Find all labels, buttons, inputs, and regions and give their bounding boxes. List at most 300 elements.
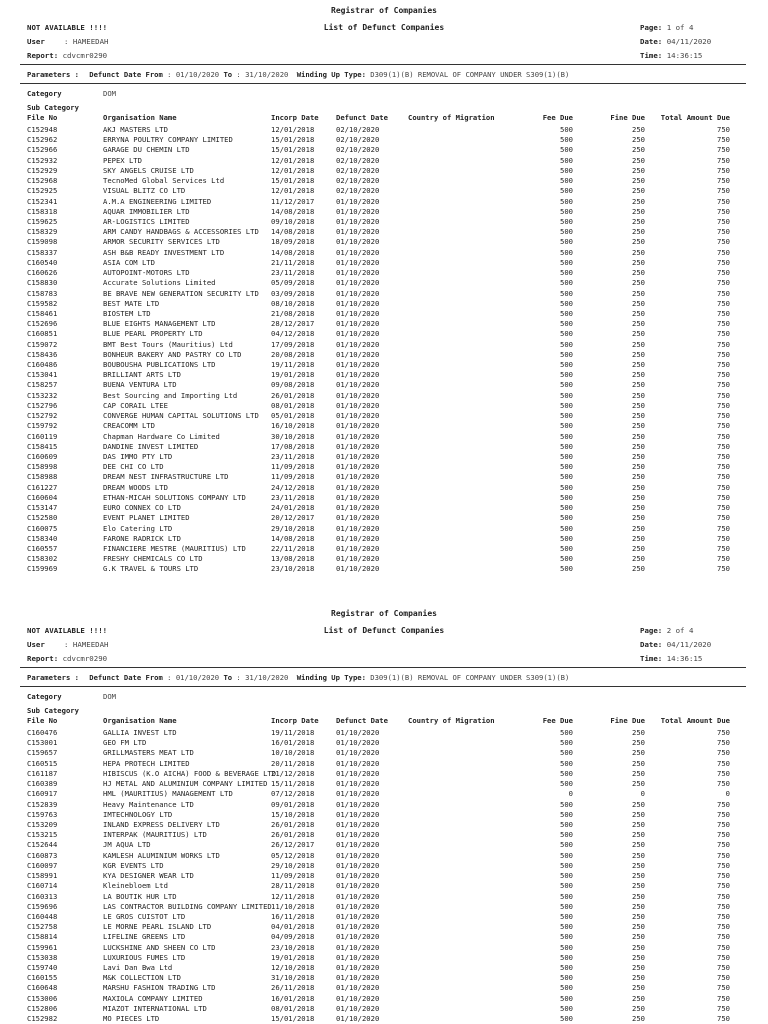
fine-due-cell: 250: [632, 360, 645, 370]
fine-due-cell: 250: [632, 768, 645, 778]
org-name-cell: KGR EVENTS LTD: [103, 860, 164, 870]
table-row: [0, 902, 768, 912]
table-row: [0, 1014, 768, 1024]
org-name-cell: LUCKSHINE AND SHEEN CO LTD: [103, 942, 216, 952]
defunct-date-cell: 01/10/2020: [336, 380, 380, 390]
total-due-cell: 750: [717, 932, 730, 942]
incorp-date-cell: 20/08/2018: [271, 349, 315, 359]
incorp-date-cell: 26/12/2017: [271, 840, 315, 850]
table-row: [0, 932, 768, 942]
fee-due-cell: 500: [560, 176, 573, 186]
table-row: [0, 973, 768, 983]
file-no-cell: C160515: [27, 758, 58, 768]
file-no-cell: C160557: [27, 543, 58, 553]
table-row: [0, 360, 768, 370]
defunct-date-cell: 01/10/2020: [336, 431, 380, 441]
org-name-cell: DREAM NEST INFRASTRUCTURE LTD: [103, 472, 229, 482]
page-indicator: [640, 23, 693, 32]
file-no-cell: C152929: [27, 165, 58, 175]
file-no-cell: C160609: [27, 452, 58, 461]
defunct-date-cell: 01/10/2020: [336, 227, 380, 237]
user-line: [27, 37, 109, 46]
file-no-cell: C153041: [27, 370, 58, 380]
subcategory-label: Sub Category: [27, 706, 79, 715]
incorp-date-cell: 19/11/2018: [271, 728, 315, 737]
total-due-cell: 750: [717, 543, 730, 553]
fee-due-cell: 500: [560, 860, 573, 870]
incorp-date-cell: 15/01/2018: [271, 176, 315, 186]
table-row: [0, 166, 768, 176]
incorp-date-cell: 19/01/2018: [271, 952, 315, 962]
fine-due-cell: 250: [632, 452, 645, 461]
total-due-cell: 750: [717, 319, 730, 329]
incorp-date-cell: 09/08/2018: [271, 380, 315, 390]
total-due-cell: 750: [717, 492, 730, 502]
not-available-notice: NOT AVAILABLE !!!!: [27, 626, 108, 635]
org-name-cell: IMTECHNOLOGY LTD: [103, 809, 173, 819]
fee-due-cell: 500: [560, 768, 573, 778]
defunct-date-cell: 01/10/2020: [336, 871, 380, 881]
org-name-cell: BONHEUR BAKERY AND PASTRY CO LTD: [103, 349, 242, 359]
fee-due-cell: 500: [560, 186, 573, 196]
fee-due-cell: 500: [560, 871, 573, 881]
org-name-cell: Lavi Dan Bwa Ltd: [103, 963, 173, 973]
incorp-date-cell: 11/09/2018: [271, 472, 315, 482]
table-row: [0, 401, 768, 411]
file-no-cell: C159696: [27, 901, 58, 911]
total-due-cell: 750: [717, 176, 730, 186]
file-no-cell: C158988: [27, 472, 58, 482]
file-no-cell: C152982: [27, 1014, 58, 1024]
table-row: [0, 789, 768, 799]
table-row: [0, 513, 768, 523]
fine-due-cell: 250: [632, 431, 645, 441]
defunct-date-cell: 01/10/2020: [336, 543, 380, 553]
fine-due-cell: 250: [632, 268, 645, 278]
incorp-date-cell: 14/08/2018: [271, 206, 315, 216]
org-name-cell: BLUE EIGHTS MANAGEMENT LTD: [103, 319, 216, 329]
fine-due-cell: 250: [632, 503, 645, 513]
incorp-date-cell: 11/12/2017: [271, 196, 315, 206]
total-due-cell: 750: [717, 472, 730, 482]
file-no-cell: C158436: [27, 349, 58, 359]
user-value: : HAMEEDAH: [64, 640, 109, 649]
fine-due-cell: 250: [632, 482, 645, 492]
incorp-date-cell: 23/10/2018: [271, 942, 315, 952]
defunct-date-cell: 01/10/2020: [336, 441, 380, 451]
file-no-cell: C158991: [27, 871, 58, 881]
table-row: [0, 207, 768, 217]
parameters-rule: [20, 686, 746, 687]
file-no-cell: C158783: [27, 288, 58, 298]
fee-due-cell: 500: [560, 901, 573, 911]
table-row: [0, 728, 768, 738]
fee-due-cell: 500: [560, 482, 573, 492]
fee-due-cell: 500: [560, 319, 573, 329]
fee-due-cell: 500: [560, 411, 573, 421]
org-name-cell: MIAZOT INTERNATIONAL LTD: [103, 1003, 207, 1013]
file-no-cell: C159625: [27, 216, 58, 226]
fee-due-cell: 500: [560, 564, 573, 574]
org-name-cell: ARMOR SECURITY SERVICES LTD: [103, 237, 220, 247]
defunct-date-cell: 01/10/2020: [336, 472, 380, 482]
incorp-date-cell: 09/10/2018: [271, 216, 315, 226]
fee-due-cell: 500: [560, 758, 573, 768]
page-indicator: [640, 626, 693, 635]
file-no-cell: C152962: [27, 135, 58, 145]
table-row: [0, 1004, 768, 1014]
table-row: [0, 524, 768, 534]
file-no-cell: C152966: [27, 145, 58, 155]
col-total-due: Total Amount Due: [660, 113, 730, 122]
total-due-cell: 750: [717, 860, 730, 870]
fee-due-cell: 500: [560, 216, 573, 226]
org-name-cell: AUTOPOINT-MOTORS LTD: [103, 268, 190, 278]
defunct-date-cell: 01/10/2020: [336, 952, 380, 962]
fee-due-cell: 500: [560, 799, 573, 809]
defunct-date-cell: 02/10/2020: [336, 145, 380, 155]
date-line: [640, 37, 711, 46]
total-due-cell: 750: [717, 298, 730, 308]
table-row: [0, 391, 768, 401]
defunct-date-cell: 01/10/2020: [336, 799, 380, 809]
org-name-cell: ASH B&B READY INVESTMENT LTD: [103, 247, 225, 257]
incorp-date-cell: 28/12/2017: [271, 319, 315, 329]
fee-due-cell: 500: [560, 983, 573, 993]
total-due-cell: 750: [717, 165, 730, 175]
file-no-cell: C158329: [27, 227, 58, 237]
fee-due-cell: 500: [560, 911, 573, 921]
incorp-date-cell: 15/01/2018: [271, 145, 315, 155]
table-row: [0, 861, 768, 871]
file-no-cell: C160155: [27, 973, 58, 983]
total-due-cell: 750: [717, 237, 730, 247]
fine-due-cell: 250: [632, 860, 645, 870]
defunct-date-cell: 01/10/2020: [336, 963, 380, 973]
incorp-date-cell: 08/10/2018: [271, 298, 315, 308]
from-value: : 01/10/2020: [167, 673, 220, 682]
col-fee-due: Fee Due: [542, 113, 573, 122]
col-country: Country of Migration: [408, 113, 495, 122]
defunct-date-cell: 01/10/2020: [336, 462, 380, 472]
fee-due-cell: 500: [560, 543, 573, 553]
fee-due-cell: 500: [560, 339, 573, 349]
fee-due-cell: 500: [560, 523, 573, 533]
org-name-cell: Best Sourcing and Importing Ltd: [103, 390, 238, 400]
file-no-cell: C161187: [27, 768, 58, 778]
total-due-cell: 750: [717, 513, 730, 523]
file-no-cell: C152796: [27, 400, 58, 410]
from-label: Defunct Date From: [89, 673, 163, 682]
file-no-cell: C158461: [27, 308, 58, 318]
date-line: [640, 640, 711, 649]
fine-due-cell: 250: [632, 339, 645, 349]
incorp-date-cell: 11/09/2018: [271, 462, 315, 472]
total-due-cell: 750: [717, 135, 730, 145]
total-due-cell: 750: [717, 911, 730, 921]
org-name-cell: FRESHY CHEMICALS CO LTD: [103, 554, 203, 564]
defunct-date-cell: 01/10/2020: [336, 564, 380, 574]
file-no-cell: C159657: [27, 748, 58, 758]
fine-due-cell: 250: [632, 728, 645, 737]
fine-due-cell: 250: [632, 196, 645, 206]
winding-label: Winding Up Type:: [296, 70, 366, 79]
col-country: Country of Migration: [408, 716, 495, 725]
defunct-date-cell: 01/10/2020: [336, 452, 380, 461]
defunct-date-cell: 01/10/2020: [336, 421, 380, 431]
total-due-cell: 750: [717, 1014, 730, 1024]
incorp-date-cell: 08/01/2018: [271, 400, 315, 410]
org-name-cell: DANDINE INVEST LIMITED: [103, 441, 199, 451]
total-due-cell: 750: [717, 227, 730, 237]
table-row: [0, 248, 768, 258]
table-row: [0, 554, 768, 564]
header-rule: [20, 64, 746, 65]
file-no-cell: C152925: [27, 186, 58, 196]
col-fine-due: Fine Due: [610, 113, 645, 122]
defunct-date-cell: 01/10/2020: [336, 482, 380, 492]
defunct-date-cell: 01/10/2020: [336, 257, 380, 267]
defunct-date-cell: 01/10/2020: [336, 1014, 380, 1024]
table-row: [0, 421, 768, 431]
fee-due-cell: 500: [560, 441, 573, 451]
defunct-date-cell: 01/10/2020: [336, 411, 380, 421]
total-due-cell: 750: [717, 278, 730, 288]
defunct-date-cell: 01/10/2020: [336, 523, 380, 533]
incorp-date-cell: 16/01/2018: [271, 993, 315, 1003]
file-no-cell: C160917: [27, 789, 58, 799]
fee-due-cell: 500: [560, 492, 573, 502]
report-title: List of Defunct Companies: [323, 23, 445, 32]
report-page-2: [0, 603, 768, 1024]
fee-due-cell: 500: [560, 145, 573, 155]
incorp-date-cell: 22/11/2018: [271, 543, 315, 553]
parameters-line: [27, 673, 569, 682]
file-no-cell: C160075: [27, 523, 58, 533]
defunct-date-cell: 01/10/2020: [336, 993, 380, 1003]
incorp-date-cell: 12/01/2018: [271, 155, 315, 165]
table-row: [0, 810, 768, 820]
fine-due-cell: 250: [632, 492, 645, 502]
org-name-cell: FARONE RADRICK LTD: [103, 533, 181, 543]
fee-due-cell: 500: [560, 370, 573, 380]
org-name-cell: KAMLESH ALUMINIUM WORKS LTD: [103, 850, 220, 860]
file-no-cell: C160604: [27, 492, 58, 502]
total-due-cell: 750: [717, 125, 730, 134]
fine-due-cell: 250: [632, 257, 645, 267]
fine-due-cell: 250: [632, 901, 645, 911]
report-value: cdvcmr0290: [62, 51, 108, 60]
file-no-cell: C159961: [27, 942, 58, 952]
org-name-cell: G.K TRAVEL & TOURS LTD: [103, 564, 199, 574]
fine-due-cell: 250: [632, 748, 645, 758]
total-due-cell: 750: [717, 339, 730, 349]
table-row: [0, 329, 768, 339]
org-name-cell: LUXURIOUS FUMES LTD: [103, 952, 186, 962]
incorp-date-cell: 23/10/2018: [271, 564, 315, 574]
category-label: Category: [27, 692, 62, 701]
category-value: DOM: [103, 89, 116, 98]
total-due-cell: 750: [717, 891, 730, 901]
fee-due-cell: 500: [560, 738, 573, 748]
org-name-cell: BIOSTEM LTD: [103, 308, 151, 318]
fine-due-cell: 250: [632, 932, 645, 942]
fee-due-cell: 500: [560, 237, 573, 247]
defunct-date-cell: 01/10/2020: [336, 860, 380, 870]
total-due-cell: 750: [717, 973, 730, 983]
org-name-cell: BLUE PEARL PROPERTY LTD: [103, 329, 203, 339]
table-row: [0, 871, 768, 881]
fee-due-cell: 500: [560, 196, 573, 206]
org-name-cell: Chapman Hardware Co Limited: [103, 431, 220, 441]
incorp-date-cell: 23/11/2018: [271, 452, 315, 461]
defunct-date-cell: 01/10/2020: [336, 850, 380, 860]
org-name-cell: AKJ MASTERS LTD: [103, 125, 168, 134]
org-name-cell: A.M.A ENGINEERING LIMITED: [103, 196, 212, 206]
file-no-cell: C160540: [27, 257, 58, 267]
total-due-cell: 750: [717, 380, 730, 390]
table-row: [0, 340, 768, 350]
total-due-cell: 750: [717, 288, 730, 298]
total-due-cell: 750: [717, 983, 730, 993]
table-row: [0, 779, 768, 789]
table-row: [0, 299, 768, 309]
file-no-cell: C153215: [27, 830, 58, 840]
date-label: Date:: [640, 640, 663, 649]
date-value: 04/11/2020: [666, 37, 712, 46]
fee-due-cell: 500: [560, 533, 573, 543]
file-no-cell: C159582: [27, 298, 58, 308]
file-no-cell: C152948: [27, 125, 58, 134]
file-no-cell: C152696: [27, 319, 58, 329]
fine-due-cell: 250: [632, 288, 645, 298]
table-row: [0, 125, 768, 135]
fine-due-cell: 250: [632, 441, 645, 451]
total-due-cell: 750: [717, 370, 730, 380]
org-name-cell: Accurate Solutions Limited: [103, 278, 216, 288]
page-number: 1 of 4: [666, 23, 694, 32]
table-row: [0, 881, 768, 891]
incorp-date-cell: 07/12/2018: [271, 789, 315, 799]
file-no-cell: C152839: [27, 799, 58, 809]
fine-due-cell: 250: [632, 871, 645, 881]
total-due-cell: 750: [717, 462, 730, 472]
org-name-cell: INTERPAK (MAURITIUS) LTD: [103, 830, 207, 840]
fee-due-cell: 500: [560, 431, 573, 441]
incorp-date-cell: 05/01/2018: [271, 411, 315, 421]
fee-due-cell: 500: [560, 891, 573, 901]
fee-due-cell: 500: [560, 932, 573, 942]
total-due-cell: 750: [717, 564, 730, 574]
total-due-cell: 750: [717, 482, 730, 492]
total-due-cell: 750: [717, 360, 730, 370]
table-row: [0, 800, 768, 810]
fee-due-cell: 0: [568, 789, 573, 799]
org-name-cell: GEO FM LTD: [103, 738, 147, 748]
fine-due-cell: 250: [632, 370, 645, 380]
fine-due-cell: 250: [632, 819, 645, 829]
incorp-date-cell: 14/08/2018: [271, 227, 315, 237]
defunct-date-cell: 01/10/2020: [336, 932, 380, 942]
total-due-cell: 750: [717, 1003, 730, 1013]
total-due-cell: 750: [717, 738, 730, 748]
total-due-cell: 750: [717, 809, 730, 819]
total-due-cell: 750: [717, 840, 730, 850]
fine-due-cell: 250: [632, 411, 645, 421]
incorp-date-cell: 17/08/2018: [271, 441, 315, 451]
total-due-cell: 750: [717, 503, 730, 513]
total-due-cell: 750: [717, 452, 730, 461]
col-incorp-date: Incorp Date: [271, 113, 319, 122]
org-name-cell: FINANCIERE MESTRE (MAURITIUS) LTD: [103, 543, 246, 553]
table-row: [0, 309, 768, 319]
page-number: 2 of 4: [666, 626, 694, 635]
fee-due-cell: 500: [560, 973, 573, 983]
total-due-cell: 750: [717, 554, 730, 564]
category-value: DOM: [103, 692, 116, 701]
table-row: [0, 503, 768, 513]
org-name-cell: AQUAR IMMOBILIER LTD: [103, 206, 190, 216]
total-due-cell: 750: [717, 186, 730, 196]
incorp-date-cell: 14/08/2018: [271, 533, 315, 543]
fine-due-cell: 250: [632, 799, 645, 809]
fine-due-cell: 250: [632, 155, 645, 165]
fee-due-cell: 500: [560, 462, 573, 472]
fee-due-cell: 500: [560, 1014, 573, 1024]
fine-due-cell: 250: [632, 738, 645, 748]
total-due-cell: 750: [717, 421, 730, 431]
total-due-cell: 750: [717, 268, 730, 278]
defunct-date-cell: 01/10/2020: [336, 288, 380, 298]
fine-due-cell: 250: [632, 319, 645, 329]
incorp-date-cell: 10/10/2018: [271, 748, 315, 758]
file-no-cell: C160389: [27, 779, 58, 789]
table-row: [0, 186, 768, 196]
fee-due-cell: 500: [560, 779, 573, 789]
fine-due-cell: 250: [632, 973, 645, 983]
file-no-cell: C161227: [27, 482, 58, 492]
file-no-cell: C152792: [27, 411, 58, 421]
fine-due-cell: 250: [632, 135, 645, 145]
time-value: 14:36:15: [666, 654, 703, 663]
fee-due-cell: 500: [560, 278, 573, 288]
table-row: [0, 851, 768, 861]
total-due-cell: 750: [717, 768, 730, 778]
incorp-date-cell: 11/10/2018: [271, 901, 315, 911]
file-no-cell: C160476: [27, 728, 58, 737]
total-due-cell: 0: [725, 789, 730, 799]
org-name-cell: HJ METAL AND ALUMINIUM COMPANY LIMITED: [103, 779, 268, 789]
org-name-cell: DREAM WOODS LTD: [103, 482, 168, 492]
table-row: [0, 319, 768, 329]
total-due-cell: 750: [717, 206, 730, 216]
fee-due-cell: 500: [560, 390, 573, 400]
fine-due-cell: 250: [632, 911, 645, 921]
total-due-cell: 750: [717, 952, 730, 962]
defunct-date-cell: 01/10/2020: [336, 298, 380, 308]
category-label: Category: [27, 89, 62, 98]
defunct-date-cell: 01/10/2020: [336, 901, 380, 911]
incorp-date-cell: 24/01/2018: [271, 503, 315, 513]
file-no-cell: C160313: [27, 891, 58, 901]
fine-due-cell: 250: [632, 564, 645, 574]
fine-due-cell: 250: [632, 247, 645, 257]
file-no-cell: C160448: [27, 911, 58, 921]
table-row: [0, 943, 768, 953]
total-due-cell: 750: [717, 329, 730, 339]
defunct-date-cell: 01/10/2020: [336, 819, 380, 829]
org-name-cell: LE MORNE PEARL ISLAND LTD: [103, 922, 212, 932]
